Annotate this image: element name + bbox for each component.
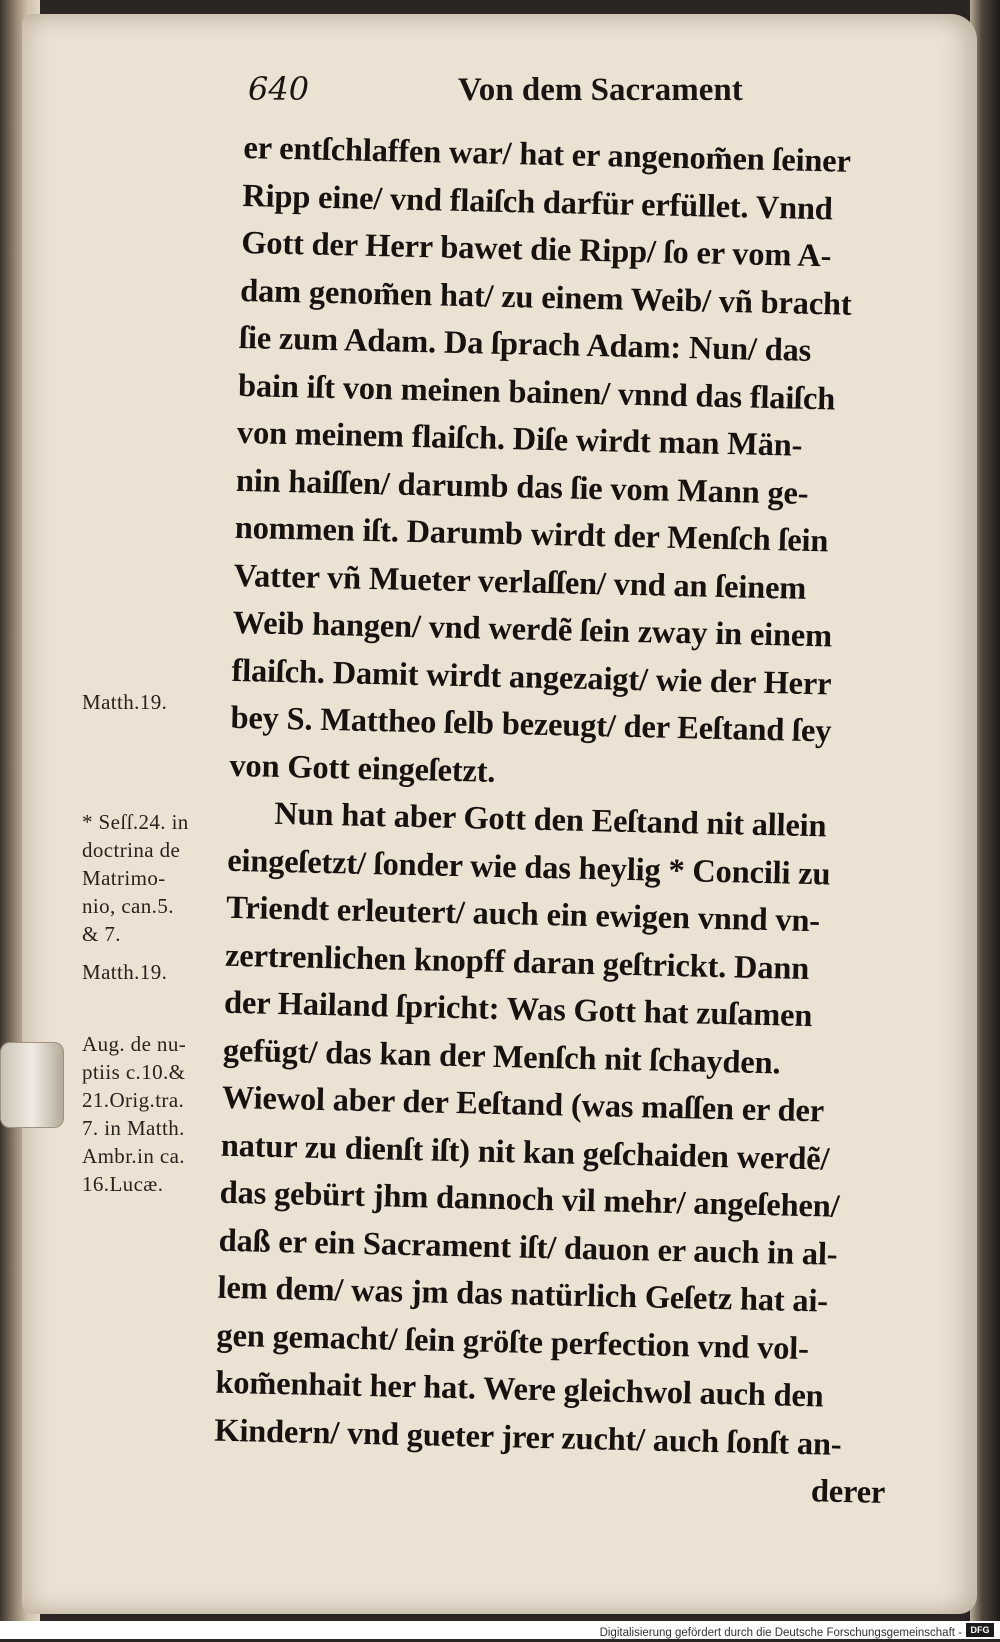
text-line: Vatter vñ Mueter verlaſſen/ vnd an ſeinem	[233, 557, 807, 607]
text-line: ſie zum Adam. Da ſprach Adam: Nun/ das	[238, 319, 812, 369]
digitization-footer	[0, 1621, 1000, 1639]
margin-note-line: Matth.19.	[82, 690, 168, 714]
text-line: Ripp eine/ vnd flaiſch darfür erfüllet. Vnnd	[241, 177, 834, 227]
text-line: kom̃enhait her hat. Were gleichwol auch den	[215, 1364, 824, 1415]
text-line: dam genom̃en hat/ zu einem Weib/ vñ bracht	[239, 272, 852, 323]
text-line: nin haiſſen/ darumb das ſie vom Mann ge-	[235, 462, 809, 512]
margin-note-line: Ambr.in ca.	[82, 1144, 185, 1168]
margin-note-line: Matth.19.	[82, 960, 168, 984]
text-line: eingeſetzt/ ſonder wie das heylig * Concili zu	[226, 842, 831, 892]
catchword: derer	[810, 1473, 886, 1511]
paragraph-start-line: Nun hat aber Gott den Eeſtand nit allein	[273, 795, 827, 845]
text-line: lem dem/ was jm das natürlich Geſetz hat ai-	[217, 1269, 829, 1320]
dfg-logo: DFG	[966, 1623, 994, 1637]
margin-note-line: doctrina de	[82, 838, 181, 862]
text-line: Weib hangen/ vnd werdẽ ſein zway in einem	[232, 604, 833, 655]
margin-note-line: 7. in Matth.	[82, 1116, 185, 1140]
margin-note-matth-19-b	[82, 958, 242, 986]
text-line: daß er ein Sacrament iſt/ dauon er auch in al-	[218, 1222, 838, 1273]
text-line: er entſchlaffen war/ hat er angenom̃en ſeiner	[243, 129, 852, 180]
text-line: Gott der Herr bawet die Ripp/ ſo er vom A-	[240, 224, 832, 275]
margin-note-line: 16.Lucæ.	[82, 1172, 164, 1196]
book-clasp	[0, 1042, 64, 1128]
text-line: das gebürt jhm dannoch vil mehr/ angeſehen/	[219, 1174, 840, 1225]
margin-note-line: & 7.	[82, 922, 121, 946]
text-line: gen gemacht/ ſein gröſte perfection vnd vol-	[216, 1317, 810, 1367]
funding-credit: Digitalisierung gefördert durch die Deutsche Forschungsgemeinschaft -	[599, 1627, 962, 1639]
text-line: gefügt/ das kan der Menſch nit ſchayden.	[222, 1032, 781, 1081]
page-number: 640	[248, 70, 310, 108]
margin-note-line: 21.Orig.tra.	[82, 1088, 185, 1112]
text-line: flaiſch. Damit wirdt angezaigt/ wie der Herr	[231, 652, 832, 702]
margin-note-augustine	[82, 1030, 242, 1198]
margin-note-line: Matrimo-	[82, 866, 166, 890]
text-line: nommen iſt. Darumb wirdt der Menſch ſein	[234, 509, 829, 560]
margin-note-line: ptiis c.10.&	[82, 1060, 186, 1084]
margin-note-matth-19-a	[82, 688, 242, 716]
text-line: bain iſt von meinen bainen/ vnnd das flaiſch	[237, 367, 836, 417]
margin-note-line: Aug. de nu-	[82, 1032, 187, 1056]
margin-note-line: * Seſſ.24. in	[82, 810, 189, 834]
text-line: zertrenlichen knopff daran geſtrickt. Dann	[224, 937, 810, 987]
text-line: von meinem flaiſch. Diſe wirdt man Män-	[236, 414, 803, 464]
margin-note-session-24	[82, 808, 242, 948]
running-title: Von dem Sacrament	[458, 72, 743, 108]
margin-note-line: nio, can.5.	[82, 894, 174, 918]
body-text	[213, 125, 924, 1518]
text-line: Triendt erleutert/ auch ein ewigen vnnd vn-	[225, 889, 821, 940]
page-header	[248, 70, 768, 120]
text-line: natur zu dienſt iſt) nit kan geſchaiden werdẽ/	[220, 1127, 830, 1178]
text-line: Wiewol aber der Eeſtand (was maſſen er der	[221, 1079, 825, 1130]
text-line: bey S. Mattheo ſelb bezeugt/ der Eeſtand ſey	[230, 699, 832, 750]
text-line: von Gott eingeſetzt.	[229, 747, 496, 790]
text-line: Kindern/ vnd gueter jrer zucht/ auch ſonſt an-	[213, 1412, 842, 1463]
text-line: der Hailand ſpricht: Was Gott hat zuſamen	[223, 984, 813, 1035]
